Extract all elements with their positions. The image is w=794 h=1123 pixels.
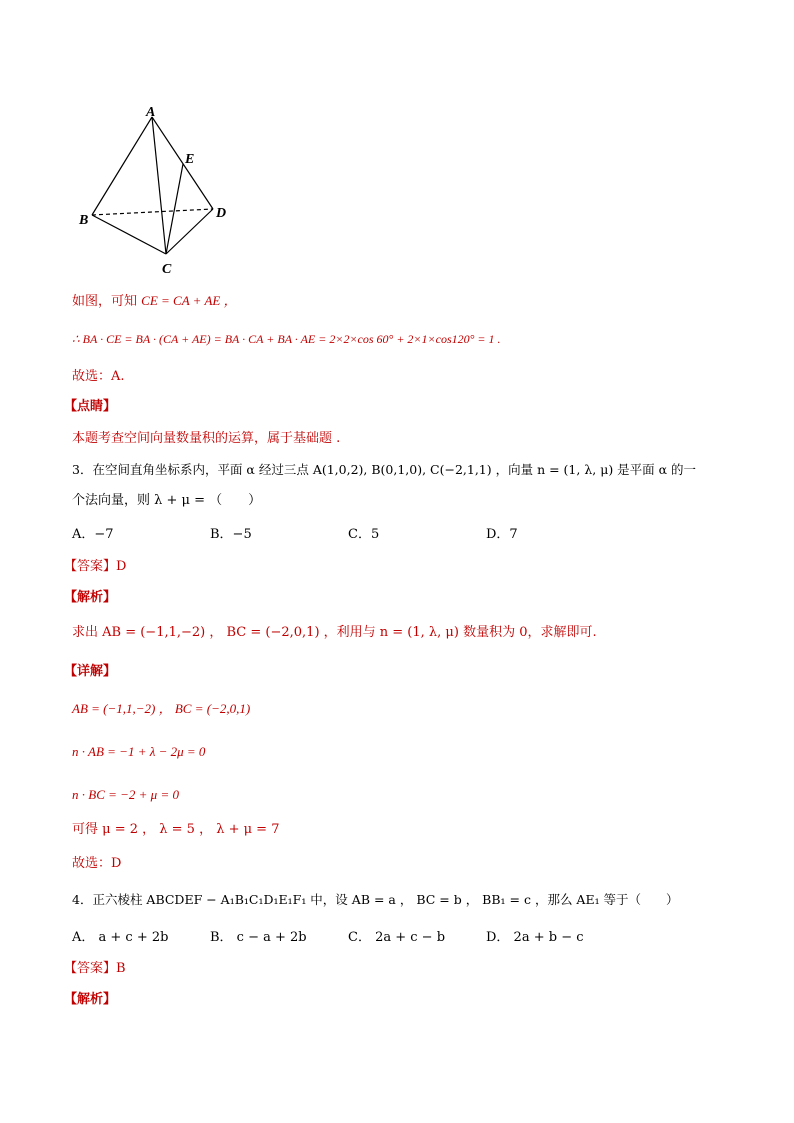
q4-stem: 4．正六棱柱 ABCDEF − A₁B₁C₁D₁E₁F₁ 中，设 AB = a ， BC = b ， BB₁ = c ，那么 AE₁ 等于（ ） [72,892,679,907]
previous-choice: 故选：A. [72,369,125,384]
q3-detail-2: n · AB = −1 + λ − 2μ = 0 [72,744,206,759]
q3-option-c: C．5 [348,527,380,542]
label-d: D [216,206,227,221]
q4-tag-jiexi: 【解析】 [64,992,117,1007]
edge-ad [152,117,213,209]
line1-math: CE = CA + AE ， [141,293,237,308]
label-a: A [146,105,156,120]
q3-detail-3: n · BC = −2 + μ = 0 [72,787,179,802]
dianjing-text: 本题考查空间向量数量积的运算，属于基础题 . [72,431,341,446]
q3-option-b: B．−5 [210,527,252,542]
q3-stem-line-1: 3．在空间直角坐标系内，平面 α 经过三点 A(1,0,2), B(0,1,0), C(−2,1,1) ，向量 n = (1, λ, μ) 是平面 α 的一 [72,462,697,477]
q4-answer: 【答案】B [64,961,126,976]
explanation-line-2: ∴ BA · CE = BA · (CA + AE) = BA · CA + BA · AE = 2×2×cos 60° + 2×1×cos120° = 1 . [72,332,501,346]
tetrahedron-figure [70,98,250,278]
edge-bd-hidden [92,209,213,215]
q3-detail-1: AB = (−1,1,−2) ， BC = (−2,0,1) [72,701,251,716]
line1-text: 如图，可知 [72,294,138,309]
label-e: E [185,152,195,167]
edge-ab [92,117,152,215]
q3-answer: 【答案】D [64,559,127,574]
q3-tag-jiexi: 【解析】 [64,590,117,605]
q4-option-c: C． 2a + c − b [348,930,446,945]
q4-option-b: B． c − a + 2b [210,930,307,945]
edge-ac [152,117,166,254]
q3-tag-xiangjie: 【详解】 [64,664,117,679]
label-c: C [162,262,172,277]
q4-option-d: D． 2a + b − c [486,930,584,945]
tag-dianjing: 【点睛】 [64,399,117,414]
label-b: B [79,213,89,228]
q4-option-a: A． a + c + 2b [72,930,169,945]
q3-choice: 故选：D [72,856,122,871]
q3-detail-4: 可得 μ = 2 ， λ = 5 ， λ + μ = 7 [72,822,280,837]
q3-option-d: D．7 [486,527,518,542]
edge-bc [92,215,166,254]
explanation-line-1 [72,292,237,311]
q3-option-a: A．−7 [72,527,114,542]
q3-stem-line-2: 个法向量，则 λ + μ = （ ） [72,493,262,508]
q3-jiexi: 求出 AB = (−1,1,−2) ， BC = (−2,0,1) ，利用与 n = (1, λ, μ) 数量积为 0，求解即可. [72,625,597,640]
